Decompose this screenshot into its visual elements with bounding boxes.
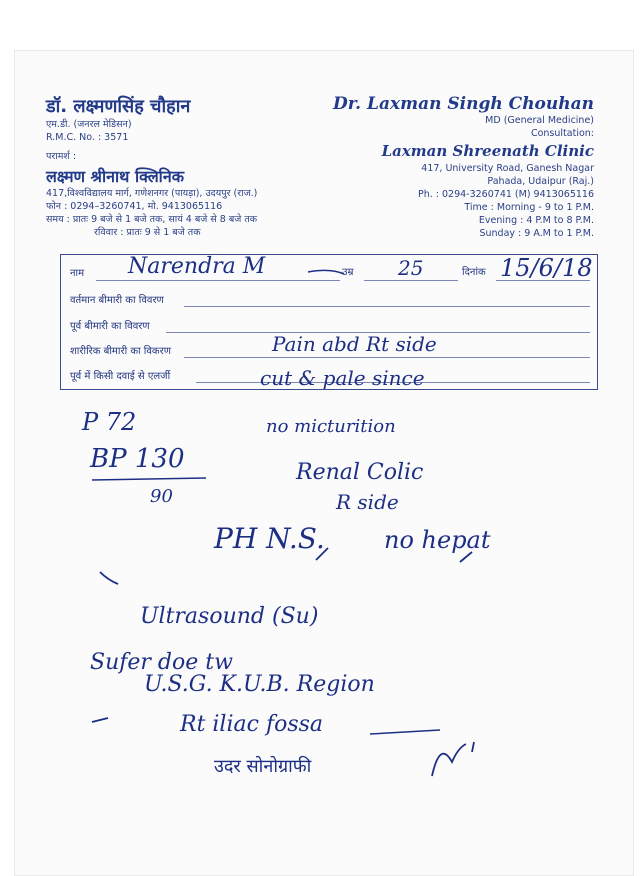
doctor-name-english: Dr. Laxman Singh Chouhan: [333, 94, 594, 114]
handwritten-name: Narendra M: [128, 254, 266, 279]
present-illness-label: वर्तमान बीमारी का विवरण: [70, 295, 164, 306]
handwritten-complaint-1: Pain abd Rt side: [272, 332, 437, 356]
signature: [432, 742, 474, 776]
underline-stroke: [370, 730, 440, 734]
physical-illness-label: शारीरिक बीमारी का विकरण: [70, 346, 171, 357]
handwritten-plan-2: Sufer doe tw: [90, 650, 233, 675]
bp-fraction-line: [92, 478, 206, 480]
address-english-1: 417, University Road, Ganesh Nagar: [421, 163, 594, 174]
degree-english: MD (General Medicine): [485, 115, 594, 126]
sunday-english: Sunday : 9 A.M to 1 P.M.: [479, 228, 594, 239]
doctor-name-hindi: डॉ. लक्ष्मणसिंह चौहान: [46, 96, 191, 117]
handwritten-complaint-2: cut & pale since: [260, 366, 425, 390]
degree-hindi: एम.डी. (जनरल मेडिसन): [46, 119, 132, 130]
address-english-2: Pahada, Udaipur (Raj.): [487, 176, 594, 187]
handwritten-bp-bottom: 90: [150, 486, 173, 507]
handwritten-plan-4: Rt iliac fossa: [180, 712, 324, 737]
name-strike-stroke: [308, 270, 344, 274]
handwritten-exam-2: no hepat: [384, 526, 491, 554]
handwritten-bp-top: BP 130: [90, 444, 185, 474]
timing-hindi: समय : प्रातः 9 बजे से 1 बजे तक, सायं 4 बजे से 8 बजे तक: [46, 214, 258, 225]
name-label: नाम: [70, 268, 85, 279]
stroke-mark-4: [92, 718, 108, 722]
handwritten-plan-5: उदर सोनोग्राफी: [214, 756, 312, 777]
consultation-hindi: परामर्श :: [46, 151, 77, 162]
handwritten-date: 15/6/18: [500, 254, 593, 282]
phone-hindi: फोन : 0294–3260741, मो. 9413065116: [46, 201, 223, 212]
stroke-mark-2: [316, 548, 328, 560]
rmc-number: R.M.C. No. : 3571: [46, 132, 129, 143]
handwritten-note-1: no micturition: [266, 416, 396, 437]
date-label: दिनांक: [462, 267, 486, 278]
stroke-mark-3: [460, 552, 472, 562]
handwritten-plan-1: Ultrasound (Su): [140, 604, 319, 629]
address-hindi: 417,विश्वविद्यालय मार्ग, गणेशनगर (पायड़ा), उदयपुर (राज.): [46, 188, 258, 199]
time-english: Time : Morning - 9 to 1 P.M.: [464, 202, 594, 213]
clinic-name-english: Laxman Shreenath Clinic: [381, 142, 594, 160]
consultation-english: Consultation:: [530, 128, 594, 139]
phone-english: Ph. : 0294-3260741 (M) 9413065116: [417, 189, 594, 200]
age-label: उम्र: [342, 267, 354, 278]
evening-english: Evening : 4 P.M to 8 P.M.: [478, 215, 594, 226]
clinic-name-hindi: लक्ष्मण श्रीनाथ क्लिनिक: [46, 167, 184, 186]
allergy-label: पूर्व में किसी दवाई से एलर्जी: [70, 371, 171, 382]
handwritten-plan-3: U.S.G. K.U.B. Region: [144, 672, 375, 697]
handwritten-exam: PH N.S.: [214, 522, 325, 555]
handwritten-diagnosis-1: Renal Colic: [296, 460, 424, 485]
handwritten-pulse: P 72: [82, 408, 137, 436]
sunday-hindi: रविवार : प्रातः 9 से 1 बजे तक: [94, 227, 201, 238]
past-illness-label: पूर्व बीमारी का विवरण: [70, 321, 150, 332]
handwritten-diagnosis-2: R side: [336, 490, 399, 514]
handwritten-age: 25: [398, 256, 424, 280]
stroke-mark-1: [100, 572, 118, 584]
